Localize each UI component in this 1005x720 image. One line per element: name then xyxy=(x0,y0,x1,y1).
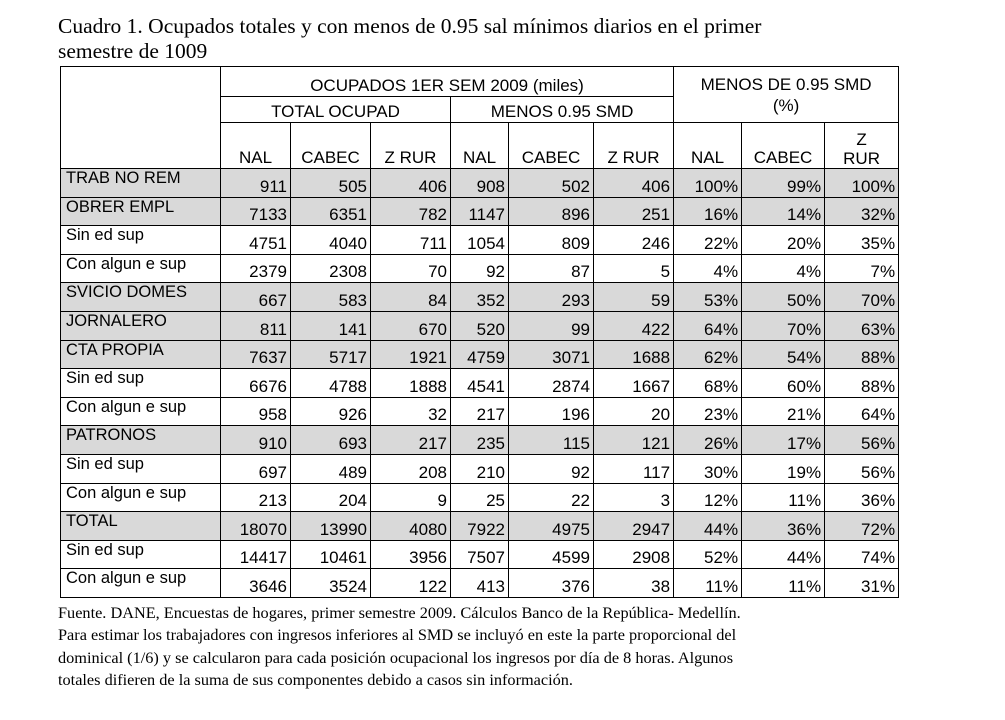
table-cell: 88% xyxy=(825,340,899,369)
row-label: OBRER EMPL xyxy=(61,197,221,226)
table-cell: 26% xyxy=(674,426,742,455)
table-cell: 18070 xyxy=(221,512,291,541)
footnote-line-1: Fuente. DANE, Encuestas de hogares, primer semestre 2009. Cálculos Banco de la República- Medellín. xyxy=(58,602,741,622)
table-cell: 896 xyxy=(509,197,594,226)
table-cell: 115 xyxy=(509,426,594,455)
header-group-pct xyxy=(674,67,899,123)
table-cell: 505 xyxy=(291,169,371,198)
table-row xyxy=(61,369,899,398)
table-cell: 4599 xyxy=(509,540,594,569)
table-cell: 2908 xyxy=(594,540,674,569)
table-row xyxy=(61,454,899,483)
table-cell: 1054 xyxy=(451,226,509,255)
table-cell: 63% xyxy=(825,311,899,340)
table-cell: 958 xyxy=(221,397,291,426)
header-group-pct-line1: MENOS DE 0.95 SMD xyxy=(700,74,872,94)
table-cell: 251 xyxy=(594,197,674,226)
table-cell: 68% xyxy=(674,369,742,398)
table-cell: 64% xyxy=(825,397,899,426)
table-cell: 53% xyxy=(674,283,742,312)
table-cell: 74% xyxy=(825,540,899,569)
table-cell: 17% xyxy=(742,426,825,455)
table-cell: 2874 xyxy=(509,369,594,398)
table-cell: 697 xyxy=(221,454,291,483)
row-label: Con algun e sup xyxy=(61,569,221,598)
table-cell: 121 xyxy=(594,426,674,455)
table-cell: 56% xyxy=(825,454,899,483)
row-label: TOTAL xyxy=(61,512,221,541)
table-row xyxy=(61,483,899,512)
table-cell: 4% xyxy=(742,254,825,283)
header-col-nal-1: NAL xyxy=(221,123,291,169)
table-cell: 117 xyxy=(594,454,674,483)
table-cell: 14% xyxy=(742,197,825,226)
row-label: CTA PROPIA xyxy=(61,340,221,369)
table-cell: 502 xyxy=(509,169,594,198)
table-cell: 217 xyxy=(371,426,451,455)
table-footnote xyxy=(58,602,903,691)
row-label: Sin ed sup xyxy=(61,226,221,255)
table-cell: 13990 xyxy=(291,512,371,541)
table-cell: 70 xyxy=(371,254,451,283)
row-label: Sin ed sup xyxy=(61,454,221,483)
table-cell: 22% xyxy=(674,226,742,255)
table-cell: 52% xyxy=(674,540,742,569)
header-col-rur: RUR xyxy=(843,149,880,168)
table-cell: 1688 xyxy=(594,340,674,369)
table-cell: 70% xyxy=(825,283,899,312)
table-cell: 7507 xyxy=(451,540,509,569)
table-cell: 5717 xyxy=(291,340,371,369)
table-cell: 406 xyxy=(371,169,451,198)
table-cell: 1888 xyxy=(371,369,451,398)
table-cell: 10461 xyxy=(291,540,371,569)
table-row xyxy=(61,283,899,312)
table-cell: 4541 xyxy=(451,369,509,398)
table-body xyxy=(61,169,899,598)
table-cell: 352 xyxy=(451,283,509,312)
table-cell: 293 xyxy=(509,283,594,312)
table-cell: 413 xyxy=(451,569,509,598)
table-cell: 31% xyxy=(825,569,899,598)
table-row xyxy=(61,340,899,369)
table-cell: 809 xyxy=(509,226,594,255)
table-cell: 1667 xyxy=(594,369,674,398)
table-cell: 2947 xyxy=(594,512,674,541)
table-cell: 11% xyxy=(742,569,825,598)
row-label: Con algun e sup xyxy=(61,483,221,512)
table-cell: 3956 xyxy=(371,540,451,569)
table-row xyxy=(61,169,899,198)
table-cell: 122 xyxy=(371,569,451,598)
table-row xyxy=(61,512,899,541)
table-cell: 811 xyxy=(221,311,291,340)
table-cell: 711 xyxy=(371,226,451,255)
header-total-ocupad: TOTAL OCUPAD xyxy=(221,97,451,123)
table-cell: 141 xyxy=(291,311,371,340)
table-cell: 1921 xyxy=(371,340,451,369)
table-row xyxy=(61,426,899,455)
table-cell: 520 xyxy=(451,311,509,340)
table-cell: 72% xyxy=(825,512,899,541)
table-cell: 21% xyxy=(742,397,825,426)
table-cell: 908 xyxy=(451,169,509,198)
table-cell: 926 xyxy=(291,397,371,426)
table-cell: 208 xyxy=(371,454,451,483)
employment-table xyxy=(60,66,899,598)
table-cell: 23% xyxy=(674,397,742,426)
table-cell: 376 xyxy=(509,569,594,598)
table-cell: 213 xyxy=(221,483,291,512)
header-col-nal-2: NAL xyxy=(451,123,509,169)
table-row xyxy=(61,569,899,598)
table-cell: 583 xyxy=(291,283,371,312)
table-cell: 2308 xyxy=(291,254,371,283)
row-label: Con algun e sup xyxy=(61,397,221,426)
table-cell: 56% xyxy=(825,426,899,455)
table-cell: 20% xyxy=(742,226,825,255)
table-cell: 35% xyxy=(825,226,899,255)
table-cell: 210 xyxy=(451,454,509,483)
table-cell: 667 xyxy=(221,283,291,312)
table-cell: 7922 xyxy=(451,512,509,541)
header-col-cabec-2: CABEC xyxy=(509,123,594,169)
caption-line-2: semestre de 1009 xyxy=(58,39,208,63)
table-cell: 44% xyxy=(742,540,825,569)
caption-line-1: Cuadro 1. Ocupados totales y con menos de 0.95 sal mínimos diarios en el primer xyxy=(58,14,762,38)
row-label: PATRONOS xyxy=(61,426,221,455)
header-col-zrur-2: Z RUR xyxy=(594,123,674,169)
table-cell: 4080 xyxy=(371,512,451,541)
table-cell: 5 xyxy=(594,254,674,283)
table-cell: 20 xyxy=(594,397,674,426)
row-label: TRAB NO REM xyxy=(61,169,221,198)
table-cell: 92 xyxy=(509,454,594,483)
table-cell: 3 xyxy=(594,483,674,512)
table-cell: 7133 xyxy=(221,197,291,226)
table-cell: 44% xyxy=(674,512,742,541)
table-cell: 60% xyxy=(742,369,825,398)
table-cell: 11% xyxy=(742,483,825,512)
document-page xyxy=(58,14,903,691)
table-cell: 88% xyxy=(825,369,899,398)
table-row xyxy=(61,397,899,426)
header-col-z: Z xyxy=(856,130,867,149)
table-cell: 70% xyxy=(742,311,825,340)
header-col-cabec-3: CABEC xyxy=(742,123,825,169)
table-cell: 196 xyxy=(509,397,594,426)
table-cell: 4759 xyxy=(451,340,509,369)
table-cell: 7637 xyxy=(221,340,291,369)
table-cell: 11% xyxy=(674,569,742,598)
table-row xyxy=(61,311,899,340)
table-cell: 38 xyxy=(594,569,674,598)
table-cell: 7% xyxy=(825,254,899,283)
table-cell: 100% xyxy=(674,169,742,198)
table-cell: 87 xyxy=(509,254,594,283)
table-row xyxy=(61,540,899,569)
table-cell: 6676 xyxy=(221,369,291,398)
header-menos-smd: MENOS 0.95 SMD xyxy=(451,97,674,123)
table-cell: 422 xyxy=(594,311,674,340)
table-cell: 12% xyxy=(674,483,742,512)
header-col-nal-3: NAL xyxy=(674,123,742,169)
table-cell: 32% xyxy=(825,197,899,226)
table-cell: 4975 xyxy=(509,512,594,541)
table-row xyxy=(61,254,899,283)
table-cell: 84 xyxy=(371,283,451,312)
table-cell: 1147 xyxy=(451,197,509,226)
footnote-line-4: totales difieren de la suma de sus componentes debido a casos sin información. xyxy=(58,669,573,689)
header-empty-corner xyxy=(61,67,221,169)
row-label: SVICIO DOMES xyxy=(61,283,221,312)
table-cell: 3524 xyxy=(291,569,371,598)
header-col-cabec-1: CABEC xyxy=(291,123,371,169)
table-row xyxy=(61,226,899,255)
table-cell: 32 xyxy=(371,397,451,426)
table-cell: 36% xyxy=(742,512,825,541)
table-cell: 64% xyxy=(674,311,742,340)
table-cell: 246 xyxy=(594,226,674,255)
table-cell: 911 xyxy=(221,169,291,198)
table-row xyxy=(61,197,899,226)
footnote-line-3: dominical (1/6) y se calcularon para cada posición ocupacional los ingresos por día de 8 horas. Algunos xyxy=(58,647,734,667)
table-cell: 3646 xyxy=(221,569,291,598)
table-cell: 693 xyxy=(291,426,371,455)
table-cell: 489 xyxy=(291,454,371,483)
header-group-pct-line2: (%) xyxy=(772,95,800,115)
table-cell: 9 xyxy=(371,483,451,512)
table-cell: 19% xyxy=(742,454,825,483)
table-cell: 3071 xyxy=(509,340,594,369)
table-cell: 910 xyxy=(221,426,291,455)
table-cell: 92 xyxy=(451,254,509,283)
table-cell: 670 xyxy=(371,311,451,340)
table-cell: 59 xyxy=(594,283,674,312)
table-cell: 4751 xyxy=(221,226,291,255)
table-cell: 30% xyxy=(674,454,742,483)
table-cell: 54% xyxy=(742,340,825,369)
table-cell: 22 xyxy=(509,483,594,512)
table-caption xyxy=(58,14,903,64)
table-cell: 99 xyxy=(509,311,594,340)
header-col-zrur-3 xyxy=(825,123,899,169)
table-cell: 36% xyxy=(825,483,899,512)
table-cell: 406 xyxy=(594,169,674,198)
table-cell: 4040 xyxy=(291,226,371,255)
row-label: Con algun e sup xyxy=(61,254,221,283)
footnote-line-2: Para estimar los trabajadores con ingresos inferiores al SMD se incluyó en este la parte proporcional del xyxy=(58,625,737,645)
row-label: Sin ed sup xyxy=(61,369,221,398)
row-label: Sin ed sup xyxy=(61,540,221,569)
row-label: JORNALERO xyxy=(61,311,221,340)
table-cell: 235 xyxy=(451,426,509,455)
table-cell: 4788 xyxy=(291,369,371,398)
table-cell: 204 xyxy=(291,483,371,512)
table-cell: 25 xyxy=(451,483,509,512)
table-cell: 2379 xyxy=(221,254,291,283)
table-cell: 50% xyxy=(742,283,825,312)
table-cell: 782 xyxy=(371,197,451,226)
header-group-ocupados: OCUPADOS 1ER SEM 2009 (miles) xyxy=(221,67,674,97)
table-cell: 99% xyxy=(742,169,825,198)
table-cell: 217 xyxy=(451,397,509,426)
header-col-zrur-1: Z RUR xyxy=(371,123,451,169)
table-cell: 100% xyxy=(825,169,899,198)
table-cell: 4% xyxy=(674,254,742,283)
table-cell: 14417 xyxy=(221,540,291,569)
table-cell: 62% xyxy=(674,340,742,369)
table-cell: 6351 xyxy=(291,197,371,226)
table-cell: 16% xyxy=(674,197,742,226)
